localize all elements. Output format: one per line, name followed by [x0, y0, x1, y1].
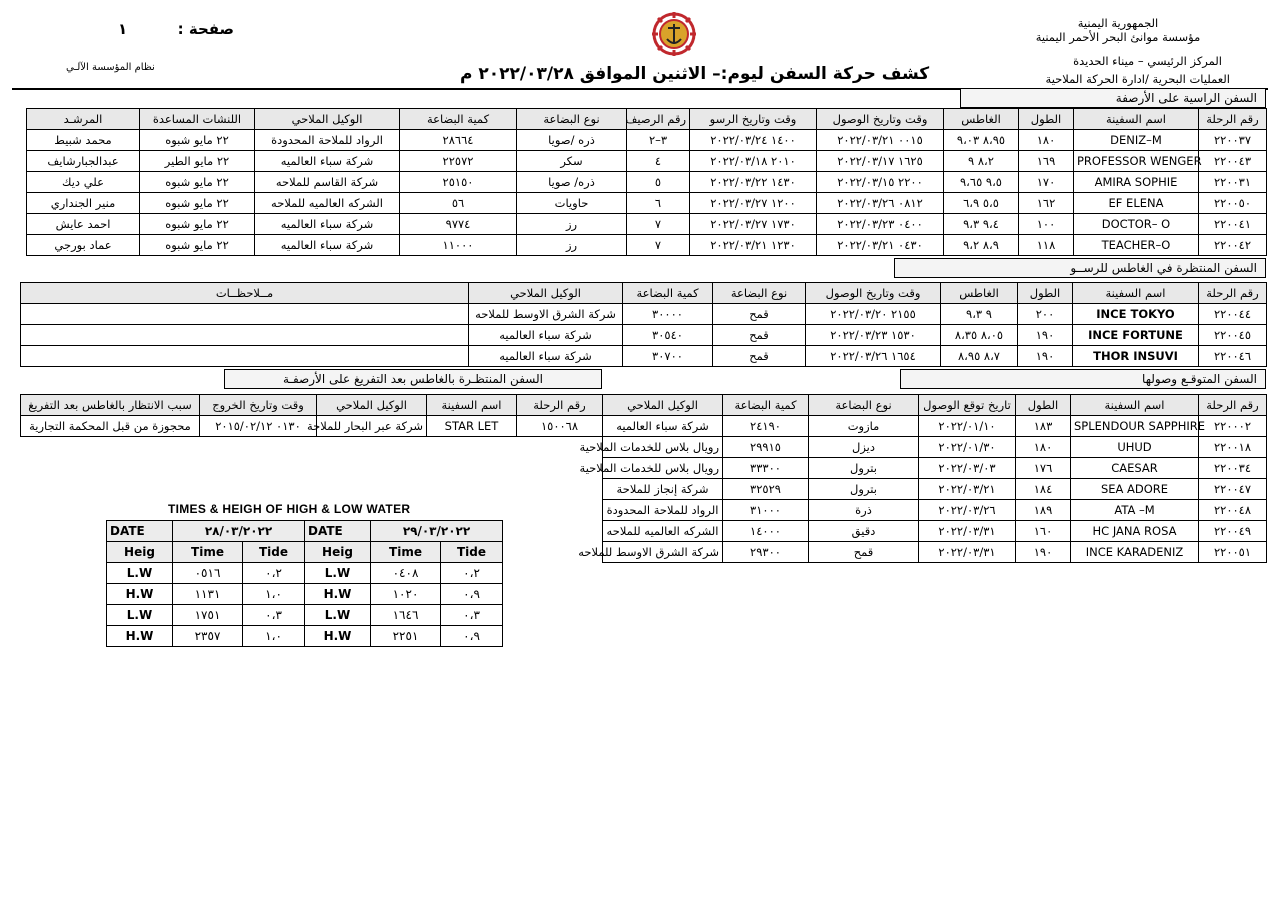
table-row: [21, 346, 1267, 367]
table-row: [27, 130, 1267, 151]
table-cell: ٠،٩: [441, 584, 503, 605]
table-cell: ٣١٠٠٠: [723, 500, 809, 521]
table-cell: مازوت: [809, 416, 919, 437]
table-cell: ٠،٢: [243, 563, 305, 584]
column-header: الطول: [1019, 109, 1074, 130]
table-cell: عبدالجبارشايف: [27, 151, 140, 172]
table-cell: H.W: [305, 584, 371, 605]
table-cell: INCE FORTUNE: [1073, 325, 1199, 346]
table-cell: شركة سباء العالميه: [255, 151, 400, 172]
column-header: وقت وتاريخ الوصول: [806, 283, 941, 304]
table-cell: شركة عبر البحار للملاحة: [317, 416, 427, 437]
table-cell: ٨،٧ ٨،٩٥: [941, 346, 1018, 367]
table-cell: ٢٠٢٢/٠١/١٠: [919, 416, 1016, 437]
table-cell: INCE KARADENIZ: [1071, 542, 1199, 563]
berthed-section-title: السفن الراسية على الأرصفة: [960, 88, 1266, 108]
table-cell: ٢٢ مايو شبوه: [140, 235, 255, 256]
table-row: [27, 172, 1267, 193]
table-cell: ٢٣٥٧: [173, 626, 243, 647]
table-cell: [21, 325, 469, 346]
table-cell: شركة سباء العالميه: [603, 416, 723, 437]
tide-table-day-1: [106, 520, 305, 647]
table-cell: الرواد للملاحة المحدودة: [255, 130, 400, 151]
table-cell: ٨،٩٥ ٩،٠٣: [944, 130, 1019, 151]
ports-logo-icon: [652, 12, 696, 56]
system-name: نظام المؤسسة الآلـي: [66, 62, 155, 73]
table-cell: محمد شبيط: [27, 130, 140, 151]
column-header: المرشـد: [27, 109, 140, 130]
table-cell: ٥: [627, 172, 690, 193]
table-cell: ١٦٩: [1019, 151, 1074, 172]
tide-date-row: [305, 521, 503, 542]
table-cell: ٠٥١٦: [173, 563, 243, 584]
table-cell: ٢٢٠٠٣٧: [1199, 130, 1267, 151]
table-cell: ذره/ صويا: [517, 172, 627, 193]
table-cell: [21, 346, 469, 367]
table-cell: ٢٢٠٠٤٦: [1199, 346, 1267, 367]
table-cell: ١٧٠: [1019, 172, 1074, 193]
table-cell: ٠٤٠٨: [371, 563, 441, 584]
column-header: رقم الرحلة: [517, 395, 603, 416]
table-cell: ٢٢ مايو الطير: [140, 151, 255, 172]
table-cell: ١٤٠٠٠: [723, 521, 809, 542]
expected-ships-table: [578, 394, 1267, 563]
table-cell: ٣٠٠٠٠: [623, 304, 713, 325]
column-header: Time: [173, 542, 243, 563]
table-cell: ١٨٣: [1016, 416, 1071, 437]
discharge-ships-table: [20, 394, 603, 437]
berthed-header-row: [27, 109, 1267, 130]
table-row: [21, 304, 1267, 325]
column-header: نوع البضاعة: [809, 395, 919, 416]
table-cell: ١٦٠: [1016, 521, 1071, 542]
expected-header-row: [603, 395, 1267, 416]
table-cell: SEA ADORE: [1071, 479, 1199, 500]
column-header: كمية البضاعة: [623, 283, 713, 304]
table-cell: ٢٢٠٠٣٤: [1199, 458, 1267, 479]
table-row: [27, 193, 1267, 214]
column-header: Tide: [441, 542, 503, 563]
table-cell: احمد عايش: [27, 214, 140, 235]
anchorage-section-title: السفن المنتظرة في الغاطس للرســو: [894, 258, 1266, 278]
table-cell: THOR INSUVI: [1073, 346, 1199, 367]
table-cell: ١٢٣٠ ٢٠٢٢/٠٣/٢١: [690, 235, 817, 256]
table-cell: ١٢٠٠ ٢٠٢٢/٠٣/٢٧: [690, 193, 817, 214]
table-cell: ٢٢٠٠٤٣: [1199, 151, 1267, 172]
column-header: الغاطس: [941, 283, 1018, 304]
table-cell: ١٧٥١: [173, 605, 243, 626]
table-cell: ١٠٠: [1019, 214, 1074, 235]
column-header: تاريخ توقع الوصول: [919, 395, 1016, 416]
column-header: اسم السفينة: [1073, 283, 1199, 304]
table-cell: شركة سباء العالميه: [255, 235, 400, 256]
table-cell: STAR LET: [427, 416, 517, 437]
tide-row: [305, 626, 503, 647]
table-cell: ٨،٠٥ ٨،٣٥: [941, 325, 1018, 346]
table-cell: ATA –M: [1071, 500, 1199, 521]
table-cell: ١٦٢٥ ٢٠٢٢/٠٣/١٧: [817, 151, 944, 172]
table-cell: ١٨٠: [1019, 130, 1074, 151]
column-header: اسم السفينة: [1074, 109, 1199, 130]
anchorage-header-row: [21, 283, 1267, 304]
table-cell: شركة القاسم للملاحه: [255, 172, 400, 193]
anchorage-ships-table: [20, 282, 1267, 367]
table-cell: ٢٢٠٠٤٩: [1199, 521, 1267, 542]
table-cell: رز: [517, 235, 627, 256]
table-cell: ٦: [627, 193, 690, 214]
table-cell: INCE TOKYO: [1073, 304, 1199, 325]
org-name: مؤسسة موانئ البحر الأحمر اليمنية: [1035, 30, 1201, 44]
column-header: Tide: [243, 542, 305, 563]
column-header: الوكيل الملاحي: [603, 395, 723, 416]
table-cell: ٢١٥٥ ٢٠٢٢/٠٣/٢٠: [806, 304, 941, 325]
table-cell: ٩،٥ ٩،٦٥: [944, 172, 1019, 193]
table-cell: شركة الشرق الاوسط للملاحه: [603, 542, 723, 563]
table-row: [603, 542, 1267, 563]
table-cell: ديزل: [809, 437, 919, 458]
table-row: [21, 325, 1267, 346]
table-cell: H.W: [107, 626, 173, 647]
page-number: ١: [118, 20, 128, 38]
table-cell: ٢٢٠٠٣١: [1199, 172, 1267, 193]
table-cell: ٢٢٠٠٤٨: [1199, 500, 1267, 521]
table-row: [27, 214, 1267, 235]
table-cell: ٢٠٢٢/٠٣/٠٣: [919, 458, 1016, 479]
table-cell: ٠١٣٠ ٢٠١٥/٠٢/١٢: [200, 416, 317, 437]
table-cell: ٢٢٠٠٥١: [1199, 542, 1267, 563]
table-cell: ١٥٠٠٦٨: [517, 416, 603, 437]
table-cell: ٢٠٢٢/٠٣/٣١: [919, 542, 1016, 563]
table-cell: ١٧٦: [1016, 458, 1071, 479]
column-header: رقم الرصيف: [627, 109, 690, 130]
table-cell: ٢٢ مايو شبوه: [140, 130, 255, 151]
table-cell: الشركه العالميه للملاحه: [255, 193, 400, 214]
tide-header-row: [305, 542, 503, 563]
table-cell: L.W: [305, 605, 371, 626]
table-row: [603, 416, 1267, 437]
tide-date-row: [107, 521, 305, 542]
column-header: اسم السفينة: [1071, 395, 1199, 416]
table-cell: ٢٢٠٠١٨: [1199, 437, 1267, 458]
table-cell: علي ديك: [27, 172, 140, 193]
expected-section-title: السفن المتوقـع وصولها: [900, 369, 1266, 389]
table-row: [603, 479, 1267, 500]
table-cell: ١٠٢٠: [371, 584, 441, 605]
column-header: كمية البضاعة: [723, 395, 809, 416]
table-cell: بترول: [809, 458, 919, 479]
table-cell: سكر: [517, 151, 627, 172]
table-cell: ٣–٢: [627, 130, 690, 151]
table-cell: شركة سباء العالميه: [469, 325, 623, 346]
table-cell: DENIZ–M: [1074, 130, 1199, 151]
column-header: رقم الرحلة: [1199, 109, 1267, 130]
date-label: DATE: [305, 521, 371, 542]
table-cell: رويال بلاس للخدمات الملاحية: [603, 458, 723, 479]
table-cell: ٩٧٧٤: [400, 214, 517, 235]
tide-table-day-2: [304, 520, 503, 647]
tide-row: [107, 605, 305, 626]
tide-row: [107, 563, 305, 584]
table-cell: ٣٠٥٤٠: [623, 325, 713, 346]
column-header: وقت وتاريخ الوصول: [817, 109, 944, 130]
discharge-header-row: [21, 395, 603, 416]
table-cell: ٠٨١٢ ٢٠٢٢/٠٣/٢٦: [817, 193, 944, 214]
table-row: [27, 151, 1267, 172]
table-cell: UHUD: [1071, 437, 1199, 458]
table-cell: ٢٢٠٠٠٢: [1199, 416, 1267, 437]
column-header: الوكيل الملاحي: [317, 395, 427, 416]
table-cell: CAESAR: [1071, 458, 1199, 479]
column-header: اللنشات المساعدة: [140, 109, 255, 130]
table-cell: ١١٠٠٠: [400, 235, 517, 256]
column-header: Heig: [305, 542, 371, 563]
page-label-text: صفحة :: [177, 20, 235, 38]
table-cell: ٧: [627, 214, 690, 235]
table-cell: ٠،٣: [243, 605, 305, 626]
table-cell: ٩ ٩،٣: [941, 304, 1018, 325]
tide-row: [305, 563, 503, 584]
table-cell: ١٨٩: [1016, 500, 1071, 521]
table-cell: ٣٢٥٢٩: [723, 479, 809, 500]
column-header: نوع البضاعة: [713, 283, 806, 304]
table-cell: ١٩٠: [1016, 542, 1071, 563]
table-cell: ٢٢ مايو شبوه: [140, 172, 255, 193]
table-cell: ٢٢٠٠٤٤: [1199, 304, 1267, 325]
table-cell: ٢٠٢٢/٠٣/٢٦: [919, 500, 1016, 521]
table-cell: ٣٣٣٠٠: [723, 458, 809, 479]
table-cell: ٣٠٧٠٠: [623, 346, 713, 367]
table-cell: ٢٠١٠ ٢٠٢٢/٠٣/١٨: [690, 151, 817, 172]
table-cell: H.W: [305, 626, 371, 647]
table-cell: ٨،٢ ٩: [944, 151, 1019, 172]
organization-header: [1018, 16, 1230, 86]
table-cell: ٢٥١٥٠: [400, 172, 517, 193]
table-cell: H.W: [107, 584, 173, 605]
org-department: العمليات البحرية /ادارة الحركة الملاحية: [1045, 72, 1230, 86]
table-cell: عماد بورجي: [27, 235, 140, 256]
column-header: Time: [371, 542, 441, 563]
column-header: الوكيل الملاحي: [469, 283, 623, 304]
table-cell: دقيق: [809, 521, 919, 542]
page-number-label: [118, 20, 234, 38]
table-cell: ١٤٣٠ ٢٠٢٢/٠٣/٢٢: [690, 172, 817, 193]
table-cell: ٠،٢: [441, 563, 503, 584]
table-cell: ١،٠: [243, 626, 305, 647]
table-cell: ٠،٩: [441, 626, 503, 647]
table-cell: ١،٠: [243, 584, 305, 605]
table-row: [603, 500, 1267, 521]
page-title: كشف حركة السفن ليوم:– الاثنين الموافق ٢٠٢٢/٠٣/٢٨ م: [460, 64, 930, 84]
table-cell: ٠٤٣٠ ٢٠٢٢/٠٣/٢١: [817, 235, 944, 256]
table-cell: ذرة: [809, 500, 919, 521]
table-cell: ٢٢٠٠٤١: [1199, 214, 1267, 235]
column-header: كمية البضاعة: [400, 109, 517, 130]
table-cell: ٠٠١٥ ٢٠٢٢/٠٣/٢١: [817, 130, 944, 151]
table-cell: ٨،٩ ٩،٢: [944, 235, 1019, 256]
table-cell: AMIRA SOPHIE: [1074, 172, 1199, 193]
table-cell: ١٩٠: [1018, 325, 1073, 346]
tide-date: ٢٨/٠٣/٢٠٢٢: [173, 521, 305, 542]
berthed-ships-table: [26, 108, 1267, 256]
table-row: [21, 416, 603, 437]
table-cell: ١٨٠: [1016, 437, 1071, 458]
column-header: رقم الرحلة: [1199, 283, 1267, 304]
table-cell: ٢٢٠٠٥٠: [1199, 193, 1267, 214]
table-cell: ١٨٤: [1016, 479, 1071, 500]
table-cell: ٢٩٩١٥: [723, 437, 809, 458]
table-cell: ٢٢ مايو شبوه: [140, 193, 255, 214]
table-cell: ١٩٠: [1018, 346, 1073, 367]
tide-row: [107, 584, 305, 605]
tide-date: ٢٩/٠٣/٢٠٢٢: [371, 521, 503, 542]
table-cell: حاويات: [517, 193, 627, 214]
org-country: الجمهورية اليمنية: [1077, 16, 1159, 30]
table-cell: ٢٢٥٧٢: [400, 151, 517, 172]
table-cell: ٢٢٠٠٤٢: [1199, 235, 1267, 256]
table-cell: ١٤٠٠ ٢٠٢٢/٠٣/٢٤: [690, 130, 817, 151]
table-cell: HC JANA ROSA: [1071, 521, 1199, 542]
table-cell: ٢٢٠٠٤٧: [1199, 479, 1267, 500]
table-cell: ٢٢٠٠٤٥: [1199, 325, 1267, 346]
table-cell: ٢٠٢٢/٠٣/٢١: [919, 479, 1016, 500]
table-cell: ١١٨: [1019, 235, 1074, 256]
table-cell: منير الجنداري: [27, 193, 140, 214]
table-cell: ١١٣١: [173, 584, 243, 605]
table-cell: ٢٢٥١: [371, 626, 441, 647]
table-cell: شركة إنجاز للملاحة: [603, 479, 723, 500]
table-cell: ٠،٣: [441, 605, 503, 626]
table-cell: رويال بلاس للخدمات الملاحية: [603, 437, 723, 458]
table-cell: شركة الشرق الاوسط للملاحه: [469, 304, 623, 325]
table-cell: L.W: [305, 563, 371, 584]
tide-header-row: [107, 542, 305, 563]
column-header: الوكيل الملاحي: [255, 109, 400, 130]
table-cell: ١٦٤٦: [371, 605, 441, 626]
table-cell: L.W: [107, 605, 173, 626]
table-cell: ٩،٤ ٩،٣: [944, 214, 1019, 235]
table-cell: الشركه العالميه للملاحه: [603, 521, 723, 542]
org-branch: المركز الرئيسي – ميناء الحديدة: [1073, 54, 1222, 68]
table-cell: ٢٠٢٢/٠١/٣٠: [919, 437, 1016, 458]
column-header: رقم الرحلة: [1199, 395, 1267, 416]
table-cell: ٠٤٠٠ ٢٠٢٢/٠٣/٢٣: [817, 214, 944, 235]
table-cell: SPLENDOUR SAPPHIRE: [1071, 416, 1199, 437]
table-cell: بترول: [809, 479, 919, 500]
table-cell: ٥،٥ ٦،٩: [944, 193, 1019, 214]
table-cell: L.W: [107, 563, 173, 584]
table-cell: رز: [517, 214, 627, 235]
table-cell: TEACHER–O: [1074, 235, 1199, 256]
table-cell: PROFESSOR WENGER: [1074, 151, 1199, 172]
column-header: Heig: [107, 542, 173, 563]
table-cell: محجوزة من قبل المحكمة التجارية: [21, 416, 200, 437]
column-header: نوع البضاعة: [517, 109, 627, 130]
table-row: [603, 458, 1267, 479]
table-cell: قمح: [809, 542, 919, 563]
table-cell: قمح: [713, 346, 806, 367]
table-cell: ٢٢ مايو شبوه: [140, 214, 255, 235]
table-cell: قمح: [713, 304, 806, 325]
tide-row: [305, 584, 503, 605]
column-header: مــلاحظــات: [21, 283, 469, 304]
table-row: [27, 235, 1267, 256]
column-header: الطول: [1018, 283, 1073, 304]
table-cell: ٢٠٢٢/٠٣/٣١: [919, 521, 1016, 542]
column-header: وقت وتاريخ الخروج: [200, 395, 317, 416]
table-cell: EF ELENA: [1074, 193, 1199, 214]
table-cell: ٧: [627, 235, 690, 256]
table-row: [603, 521, 1267, 542]
column-header: الغاطس: [944, 109, 1019, 130]
table-cell: [21, 304, 469, 325]
table-cell: ١٧٣٠ ٢٠٢٢/٠٣/٢٧: [690, 214, 817, 235]
table-cell: قمح: [713, 325, 806, 346]
table-cell: شركة سباء العالميه: [469, 346, 623, 367]
tide-row: [305, 605, 503, 626]
column-header: وقت وتاريخ الرسو: [690, 109, 817, 130]
column-header: الطول: [1016, 395, 1071, 416]
table-cell: ٤: [627, 151, 690, 172]
discharge-section-title: السفن المنتظـرة بالغاطس بعد التفريغ على الأرصفـة: [224, 369, 602, 389]
table-cell: ١٥٣٠ ٢٠٢٢/٠٣/٢٣: [806, 325, 941, 346]
date-label: DATE: [107, 521, 173, 542]
table-cell: شركة سباء العالميه: [255, 214, 400, 235]
table-row: [603, 437, 1267, 458]
table-cell: ٢٠٠: [1018, 304, 1073, 325]
column-header: سبب الانتظار بالغاطس بعد التفريغ: [21, 395, 200, 416]
table-cell: ذره /صويا: [517, 130, 627, 151]
column-header: اسم السفينة: [427, 395, 517, 416]
table-cell: الرواد للملاحة المحدودة: [603, 500, 723, 521]
table-cell: ٢٩٣٠٠: [723, 542, 809, 563]
table-cell: ١٦٢: [1019, 193, 1074, 214]
table-cell: ١٦٥٤ ٢٠٢٢/٠٣/٢٦: [806, 346, 941, 367]
table-cell: DOCTOR– O: [1074, 214, 1199, 235]
table-cell: ٢٢٠٠ ٢٠٢٢/٠٣/١٥: [817, 172, 944, 193]
table-cell: ٥٦: [400, 193, 517, 214]
tide-row: [107, 626, 305, 647]
tides-title: TIMES & HEIGH OF HIGH & LOW WATER: [168, 502, 411, 516]
table-cell: ٢٨٦٦٤: [400, 130, 517, 151]
table-cell: ٢٤١٩٠: [723, 416, 809, 437]
